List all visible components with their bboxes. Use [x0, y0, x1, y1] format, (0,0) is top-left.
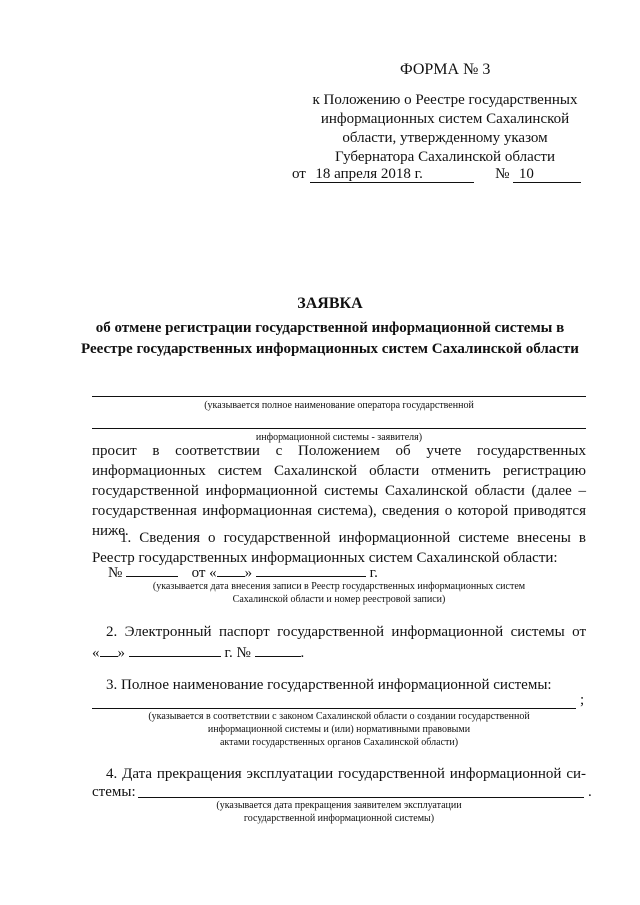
passport-month-field[interactable] — [129, 642, 221, 657]
approval-line: Губернатора Сахалинской области — [335, 149, 555, 165]
document-title: ЗАЯВКА — [297, 295, 363, 312]
document-subtitle — [60, 318, 600, 360]
operator-name-field-2[interactable] — [92, 428, 586, 429]
item-4-hint: (указывается дата прекращения заявителем эксплуатации государственной информационной системы) — [216, 800, 462, 824]
passport-year-number-label: г. № — [224, 645, 251, 661]
decree-number: 10 — [513, 166, 581, 183]
operator-hint-2: информационной системы - заявителя) — [255, 432, 423, 443]
decree-date: 18 апреля 2018 г. — [310, 166, 474, 183]
year-suffix: г. — [369, 565, 378, 581]
item-2-fields: « » г. № . — [92, 642, 304, 662]
decree-date-line — [292, 166, 581, 183]
operator-hint: (указывается полное наименование оператора государственной — [204, 400, 474, 411]
item-3-text: 3. Полное наименование государственной информационной системы: — [106, 677, 552, 693]
approval-line: области, утвержденному указом — [342, 130, 548, 146]
date-prefix: от — [292, 166, 306, 182]
registry-month-field[interactable] — [256, 562, 366, 577]
approval-line: к Положению о Реестре государственных — [312, 92, 578, 108]
system-name-field[interactable] — [92, 708, 576, 709]
number-label: № — [108, 565, 123, 581]
item-2-text: 2. Электронный паспорт государственной информационной системы от — [106, 624, 586, 640]
operator-name-field[interactable] — [92, 396, 586, 397]
item-1-text: 1. Сведения о государственной информационной системе внесены в Реестр государственных информационных систем Сахалинской области: — [92, 530, 586, 566]
approval-line: информационных систем Сахалинской — [320, 111, 570, 127]
registry-number-field[interactable] — [126, 562, 178, 577]
item-1-fields: № от « » г. — [108, 562, 378, 582]
from-label: от « — [191, 565, 217, 581]
subtitle-line: об отмене регистрации государственной информационной системы в — [95, 320, 565, 336]
registry-day-field[interactable] — [217, 562, 245, 577]
passport-day-field[interactable] — [100, 642, 118, 657]
item-1-hint: (указывается дата внесения записи в Реестр государственных информационных систем Сахалинской области и номер реестровой записи) — [152, 581, 526, 605]
item-4-text-line1: 4. Дата прекращения эксплуатации государственной информационной си- — [106, 766, 586, 782]
item-3-hint: (указывается в соответствии с законом Сахалинской области о создании государственной информационной системы и (или) нормативными правовыми актами государственных органов Сахалинской области) — [148, 711, 530, 748]
item-4-end: . — [588, 784, 592, 800]
passport-number-field[interactable] — [255, 642, 301, 657]
approval-note — [300, 91, 590, 167]
intro-paragraph: просит в соответствии с Положением об учете государственных информационных систем Сахалинской области отменить регистрацию государственной информационной системы Сахалинской области (далее – государственная информационная система), сведения о которой приводятся ниже. — [92, 443, 586, 539]
number-prefix: № — [495, 166, 510, 182]
item-4-text-line2: стемы: — [92, 784, 136, 800]
subtitle-line: Реестре государственных информационных систем Сахалинской области — [81, 341, 579, 357]
form-number: ФОРМА № 3 — [400, 61, 491, 78]
item-3-semicolon: ; — [580, 692, 585, 708]
decommission-date-field[interactable] — [138, 797, 584, 798]
